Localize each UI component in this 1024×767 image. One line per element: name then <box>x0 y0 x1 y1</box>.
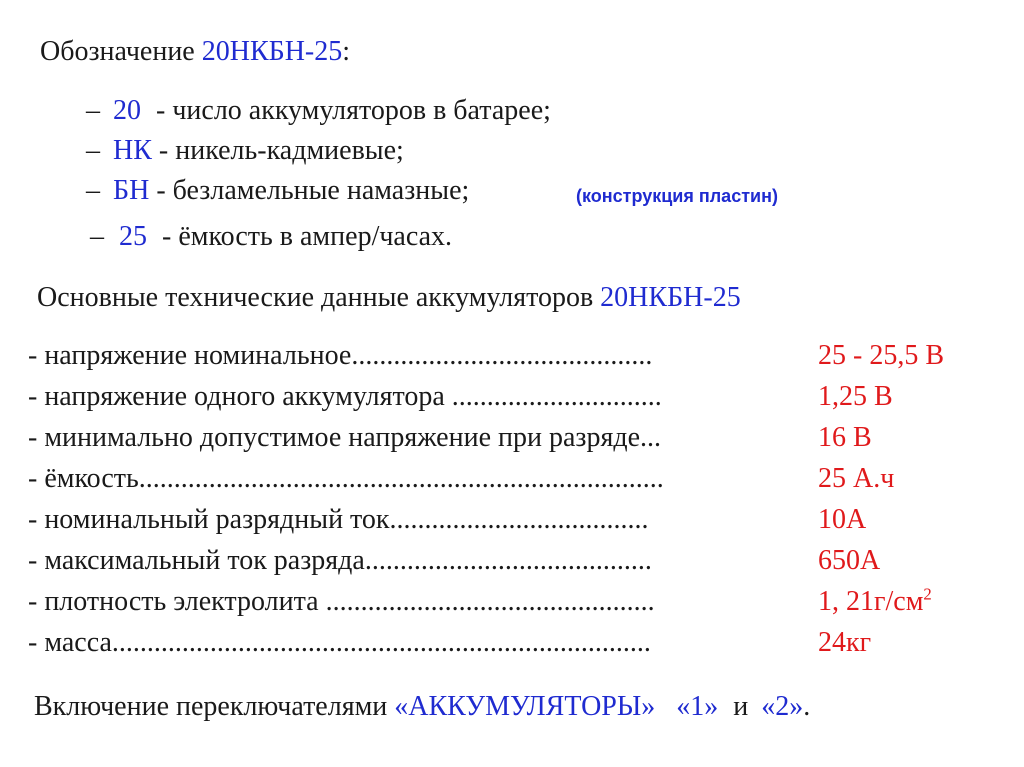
decoding-item <box>86 137 404 165</box>
decoding-code: НК <box>113 135 152 166</box>
designation-colon: : <box>342 36 351 67</box>
designation-heading <box>40 38 350 66</box>
spec-value: 24кг <box>818 627 872 658</box>
decoding-text: - безламельные намазные; <box>156 175 470 206</box>
spec-label: - номинальный разрядный ток..................................... <box>28 504 649 535</box>
spec-row <box>28 588 655 616</box>
decoding-item <box>86 177 469 205</box>
spec-value-superscript: 2 <box>923 584 932 604</box>
spec-label: - плотность электролита ............................................... <box>28 586 655 617</box>
decoding-code: 20 <box>113 95 141 126</box>
decoding-code: 25 <box>119 221 147 252</box>
specs-heading-text: Основные технические данные аккумуляторов <box>37 282 594 313</box>
switch-position-2: «2» <box>761 691 804 722</box>
decoding-dash: – <box>86 135 100 166</box>
spec-value: 650А <box>818 545 881 576</box>
switch-note-period: . <box>803 691 811 722</box>
spec-row <box>28 342 652 370</box>
spec-row <box>28 547 652 575</box>
spec-value: 16 В <box>818 422 872 453</box>
switch-position-1: «1» <box>676 691 719 722</box>
decoding-dash: – <box>90 221 104 252</box>
decoding-text: - ёмкость в ампер/часах. <box>162 221 453 252</box>
switch-note-text: Включение переключателями <box>34 691 388 722</box>
spec-row <box>28 506 649 534</box>
spec-row <box>28 629 651 657</box>
spec-value: 25 - 25,5 В <box>818 340 944 371</box>
spec-value-text: 1, 21г/см <box>818 586 924 617</box>
designation-code: 20НКБН-25 <box>201 36 343 67</box>
decoding-dash: – <box>86 95 100 126</box>
spec-label: - минимально допустимое напряжение при разряде... <box>28 422 662 453</box>
spec-value: 10А <box>818 504 867 535</box>
decoding-item <box>90 223 452 251</box>
spec-row <box>28 383 662 411</box>
switch-name: «АККУМУЛЯТОРЫ» <box>394 691 656 722</box>
spec-label: - масса............................................................................. <box>28 627 651 658</box>
specs-heading-code: 20НКБН-25 <box>600 282 741 313</box>
spec-label: - максимальный ток разряда......................................... <box>28 545 652 576</box>
decoding-item <box>86 97 551 125</box>
spec-value: 25 А.ч <box>818 463 895 494</box>
switch-note <box>34 693 810 721</box>
decoding-code: БН <box>113 175 150 206</box>
spec-value: 1,25 В <box>818 381 893 412</box>
designation-label: Обозначение <box>40 36 195 67</box>
spec-row <box>28 465 664 493</box>
spec-label: - напряжение одного аккумулятора .............................. <box>28 381 662 412</box>
spec-row <box>28 424 661 452</box>
decoding-dash: – <box>86 175 100 206</box>
spec-label: - напряжение номинальное........................................... <box>28 340 653 371</box>
specs-heading <box>37 284 741 312</box>
spec-value <box>818 584 932 617</box>
decoding-text: - число аккумуляторов в батарее; <box>156 95 551 126</box>
decoding-text: - никель-кадмиевые; <box>158 135 404 166</box>
switch-and: и <box>733 691 749 722</box>
plate-construction-note: (конструкция пластин) <box>576 186 778 206</box>
spec-label: - ёмкость........................................................................... <box>28 463 664 494</box>
